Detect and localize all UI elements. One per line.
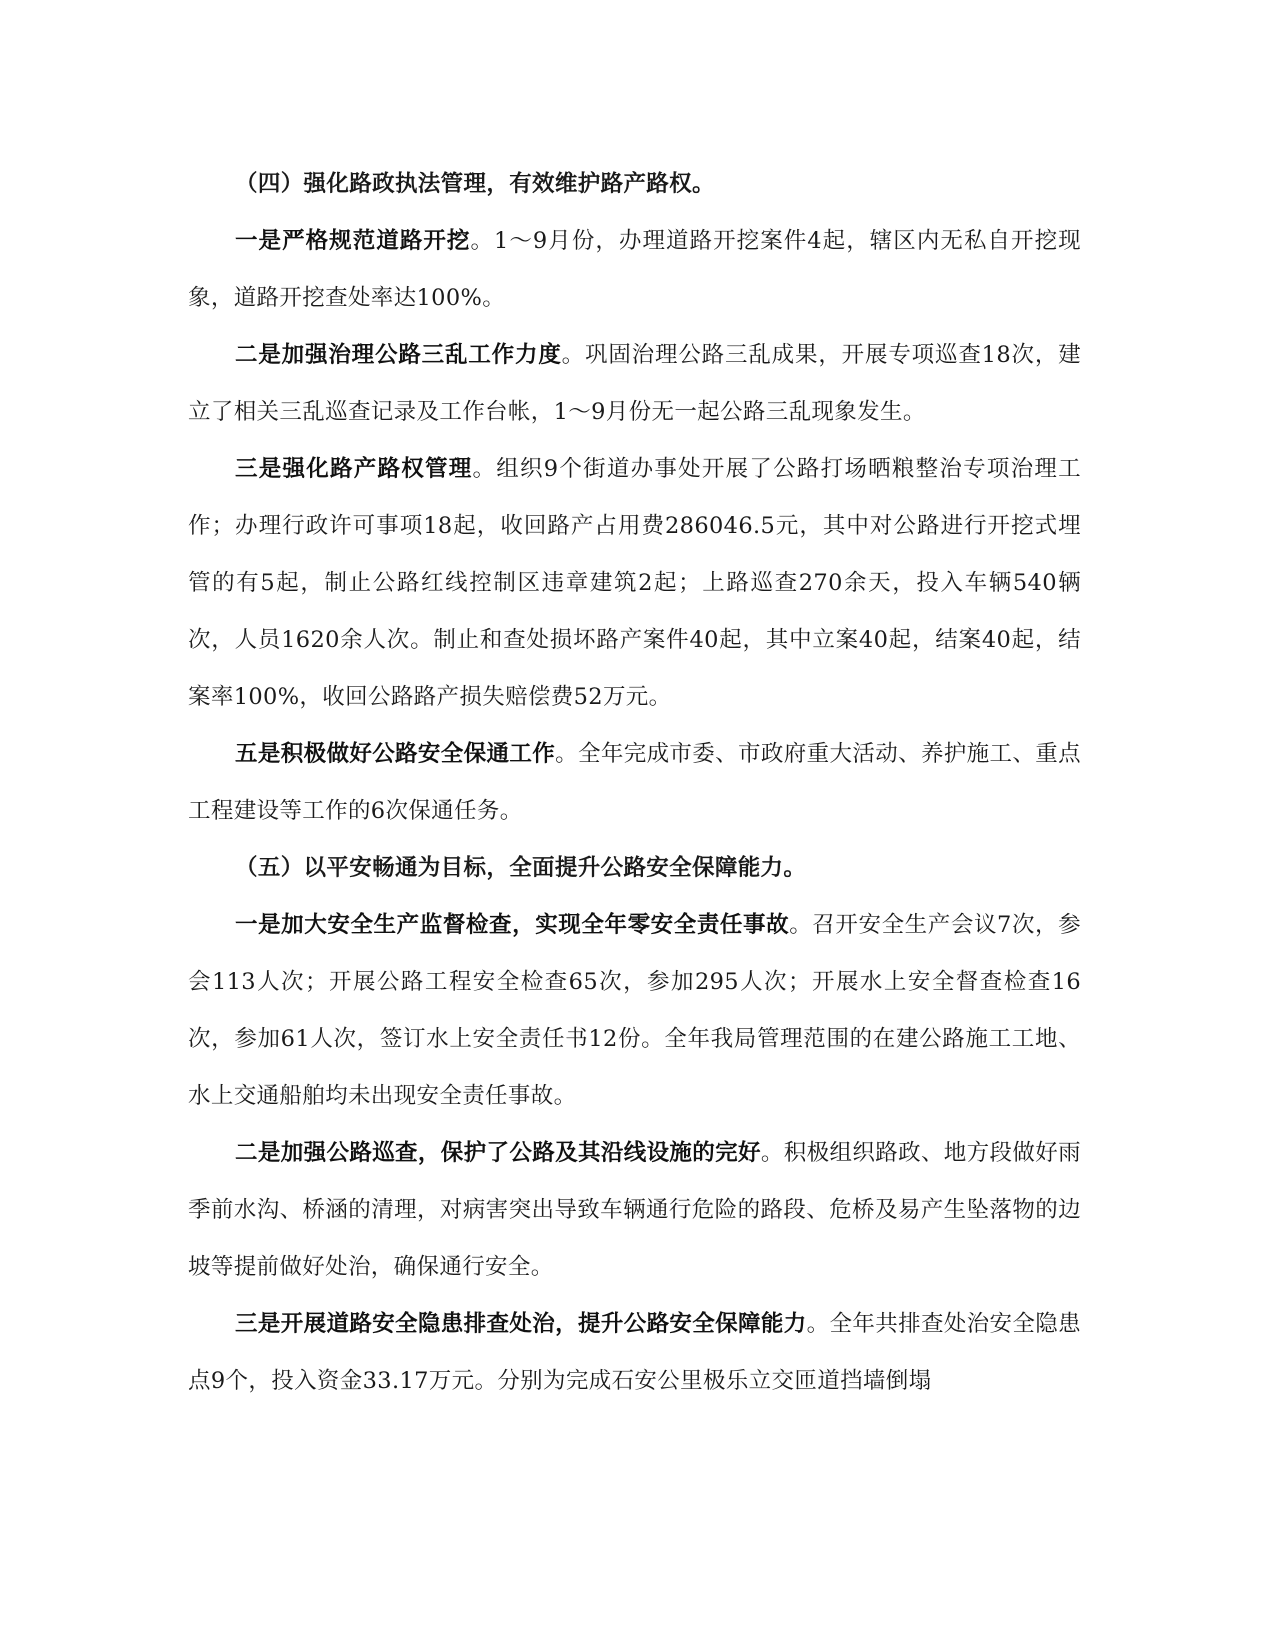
paragraph-body: 。全年完成市委、市政府重大活动、养护施工、重点工程建设等工作的6次保通任务。: [188, 741, 1081, 824]
paragraph: [188, 897, 1081, 1125]
paragraph-lead: 一是加大安全生产监督检查，实现全年零安全责任事故: [235, 912, 790, 938]
paragraph-lead: 二是加强公路巡查，保护了公路及其沿线设施的完好: [235, 1140, 761, 1166]
paragraph: [188, 441, 1081, 726]
paragraph: [188, 213, 1081, 327]
paragraph: [188, 327, 1081, 441]
paragraph-body: 。全年共排查处治安全隐患点9个，投入资金33.17万元。分别为完成石安公里极乐立交匝道挡墙倒塌: [188, 1311, 1081, 1394]
paragraph-lead: 五是积极做好公路安全保通工作: [235, 741, 556, 767]
section-heading: （四）强化路政执法管理，有效维护路产路权。: [235, 171, 715, 197]
paragraph-lead: 一是严格规范道路开挖: [235, 228, 471, 254]
paragraph-body: 。1～9月份，办理道路开挖案件4起，辖区内无私自开挖现象，道路开挖查处率达100%。: [188, 228, 1081, 311]
paragraph-lead: 三是强化路产路权管理: [235, 456, 473, 482]
paragraph-lead: 三是开展道路安全隐患排查处治，提升公路安全保障能力: [235, 1311, 807, 1337]
paragraph-body: 。召开安全生产会议7次，参会113人次；开展公路工程安全检查65次，参加295人次；开展水上安全督查检查16次，参加61人次，签订水上安全责任书12份。全年我局管理范围的在建公路施工工地、水上交通船舶均未出现安全责任事故。: [188, 912, 1081, 1109]
paragraph-body: 。组织9个街道办事处开展了公路打场晒粮整治专项治理工作；办理行政许可事项18起，收回路产占用费286046.5元，其中对公路进行开挖式埋管的有5起，制止公路红线控制区违章建筑2起；上路巡查270余天，投入车辆540辆次，人员1620余人次。制止和查处损坏路产案件40起，其中立案40起，结案40起，结案率100%，收回公路路产损失赔偿费52万元。: [188, 456, 1081, 710]
paragraph: [188, 1296, 1081, 1410]
paragraph-body: 。积极组织路政、地方段做好雨季前水沟、桥涵的清理，对病害突出导致车辆通行危险的路段、危桥及易产生坠落物的边坡等提前做好处治，确保通行安全。: [188, 1140, 1081, 1280]
paragraph: [188, 726, 1081, 840]
paragraph-body: 。巩固治理公路三乱成果，开展专项巡查18次，建立了相关三乱巡查记录及工作台帐，1～9月份无一起公路三乱现象发生。: [188, 342, 1081, 425]
section-heading: （五）以平安畅通为目标，全面提升公路安全保障能力。: [235, 855, 807, 881]
paragraph: [188, 1125, 1081, 1296]
paragraph-lead: 二是加强治理公路三乱工作力度: [235, 342, 562, 368]
